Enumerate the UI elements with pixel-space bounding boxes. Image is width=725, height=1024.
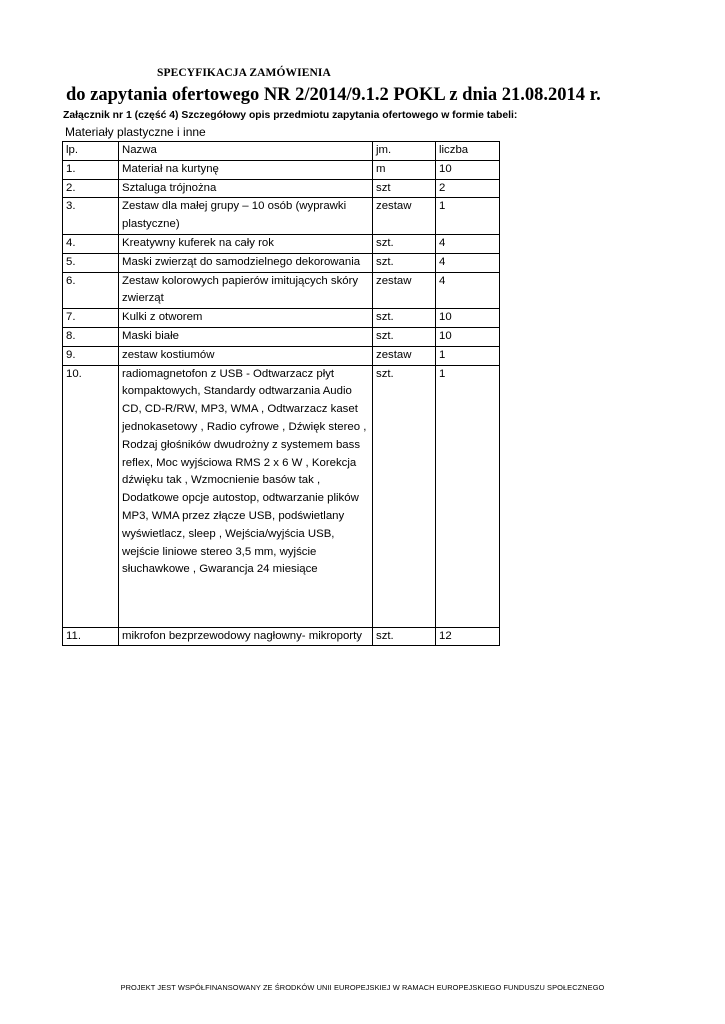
cell-name: Maski zwierząt do samodzielnego dekorowania	[119, 253, 373, 272]
cell-qty: 4	[436, 272, 500, 309]
column-header-name: Nazwa	[119, 142, 373, 161]
cell-qty: 4	[436, 253, 500, 272]
cell-name: mikrofon bezprzewodowy nagłowny- mikroporty	[119, 627, 373, 646]
cell-lp: 6.	[63, 272, 119, 309]
cell-unit: szt	[373, 179, 436, 198]
table-row	[63, 365, 500, 627]
cell-lp: 7.	[63, 309, 119, 328]
cell-unit: szt.	[373, 234, 436, 253]
cell-unit: zestaw	[373, 198, 436, 235]
specification-table	[62, 141, 500, 646]
cell-unit: szt.	[373, 327, 436, 346]
cell-lp: 5.	[63, 253, 119, 272]
cell-qty: 10	[436, 160, 500, 179]
table-row	[63, 253, 500, 272]
column-header-unit: jm.	[373, 142, 436, 161]
cell-name: zestaw kostiumów	[119, 346, 373, 365]
cell-unit: zestaw	[373, 272, 436, 309]
cell-qty: 10	[436, 327, 500, 346]
document-title: SPECYFIKACJA ZAMÓWIENIA	[157, 67, 331, 79]
table-row	[63, 309, 500, 328]
document-subtitle: do zapytania ofertowego NR 2/2014/9.1.2 POKL z dnia 21.08.2014 r.	[66, 85, 601, 105]
cell-lp: 1.	[63, 160, 119, 179]
table-row	[63, 327, 500, 346]
cell-qty: 4	[436, 234, 500, 253]
cell-lp: 2.	[63, 179, 119, 198]
cell-qty: 12	[436, 627, 500, 646]
cell-name: radiomagnetofon z USB - Odtwarzacz płyt kompaktowych, Standardy odtwarzania Audio CD, CD-R/RW, MP3, WMA , Odtwarzacz kaset jednokasetowy , Radio cyfrowe , Dźwięk stereo , Rodzaj głośników dwudrożny z systemem bass reflex, Moc wyjściowa RMS 2 x 6 W , Korekcja dźwięku tak , Wzmocnienie basów tak , Dodatkowe opcje autostop, odtwarzanie plików MP3, WMA przez złącze USB, podświetlany wyświetlacz, sleep , Wejścia/wyjścia USB, wejście liniowe stereo 3,5 mm, wyjście słuchawkowe , Gwarancja 24 miesiące	[119, 365, 373, 627]
cell-unit: szt.	[373, 365, 436, 627]
cell-name: Zestaw dla małej grupy – 10 osób (wyprawki plastyczne)	[119, 198, 373, 235]
cell-name: Kulki z otworem	[119, 309, 373, 328]
cell-unit: m	[373, 160, 436, 179]
cell-lp: 11.	[63, 627, 119, 646]
table-row	[63, 272, 500, 309]
cell-lp: 8.	[63, 327, 119, 346]
cell-unit: zestaw	[373, 346, 436, 365]
table-row	[63, 627, 500, 646]
table-row	[63, 346, 500, 365]
cell-name: Zestaw kolorowych papierów imitujących skóry zwierząt	[119, 272, 373, 309]
cell-name: Kreatywny kuferek na cały rok	[119, 234, 373, 253]
cell-qty: 10	[436, 309, 500, 328]
table-row	[63, 160, 500, 179]
cell-unit: szt.	[373, 627, 436, 646]
cell-qty: 1	[436, 346, 500, 365]
table-row	[63, 234, 500, 253]
cell-lp: 9.	[63, 346, 119, 365]
cell-qty: 1	[436, 198, 500, 235]
table-row	[63, 198, 500, 235]
cell-qty: 1	[436, 365, 500, 627]
annex-description: Załącznik nr 1 (część 4) Szczegółowy opis przedmiotu zapytania ofertowego w formie tabeli:	[63, 110, 518, 121]
cell-name: Sztaluga trójnożna	[119, 179, 373, 198]
cell-lp: 3.	[63, 198, 119, 235]
cell-lp: 10.	[63, 365, 119, 627]
table-row	[63, 179, 500, 198]
column-header-lp: lp.	[63, 142, 119, 161]
table-header-row	[63, 142, 500, 161]
cell-unit: szt.	[373, 309, 436, 328]
cell-lp: 4.	[63, 234, 119, 253]
column-header-qty: liczba	[436, 142, 500, 161]
footer-funding-note: PROJEKT JEST WSPÓŁFINANSOWANY ZE ŚRODKÓW UNII EUROPEJSKIEJ W RAMACH EUROPEJSKIEGO FUNDUSZU SPOŁECZNEGO	[120, 983, 605, 992]
cell-unit: szt.	[373, 253, 436, 272]
section-heading: Materiały plastyczne i inne	[65, 125, 206, 139]
cell-name: Maski białe	[119, 327, 373, 346]
cell-qty: 2	[436, 179, 500, 198]
cell-name: Materiał na kurtynę	[119, 160, 373, 179]
